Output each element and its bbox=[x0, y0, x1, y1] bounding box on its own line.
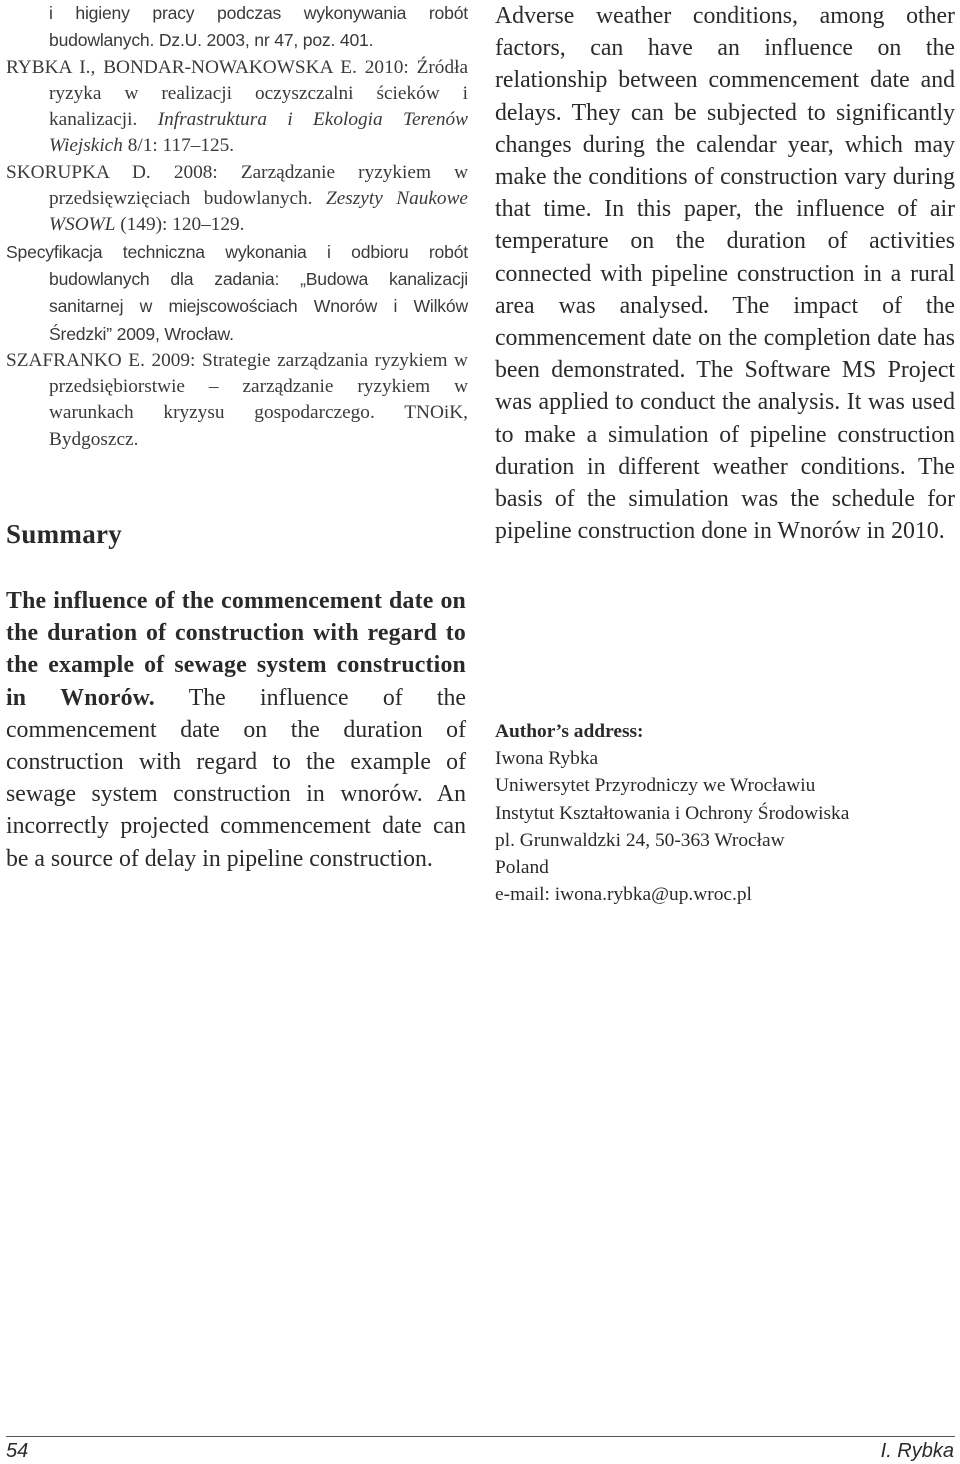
reference-entry-rybka bbox=[6, 55, 468, 160]
reference-text: Specyfikacja techniczna wykonania i odbioru robót budowlanych dla zadania: „Budowa kanalizacji sanitarnej w miejscowościach Wnorów i Wilków Średzki” 2009, Wrocław. bbox=[6, 241, 468, 344]
author-email: e-mail: iwona.rybka@up.wroc.pl bbox=[495, 884, 752, 906]
summary-title: The influence of the commencement date on the duration of construction with regard to the example of sewage system construction in Wnorów. bbox=[6, 588, 466, 711]
reference-list bbox=[6, 0, 468, 453]
summary-abstract-left bbox=[6, 585, 466, 875]
reference-entry-continuation bbox=[6, 0, 468, 55]
author-street: pl. Grunwaldzki 24, 50-363 Wrocław bbox=[495, 829, 785, 851]
reference-text: SZAFRANKO E. 2009: Strategie zarządzania ryzykiem w przedsiębiorstwie – zarządzanie ryzykiem w warunkach kryzysu gospodarczego. TNOiK, Bydgoszcz. bbox=[6, 349, 468, 450]
right-column bbox=[495, 0, 955, 547]
author-country: Poland bbox=[495, 857, 549, 879]
summary-heading: Summary bbox=[6, 519, 123, 549]
reference-entry-szafranko bbox=[6, 348, 468, 453]
footer-divider bbox=[6, 1436, 955, 1437]
summary-text: The influence of the commencement date on the duration of construction with regard to the example of sewage system construction in wnorów. An incorrectly projected commencement date can be a source of delay in pipeline construction. bbox=[6, 684, 466, 872]
reference-journal: Zeszyty Naukowe WSOWL bbox=[49, 188, 468, 236]
author-address-label: Author’s address: bbox=[495, 721, 644, 742]
summary-abstract-right: Adverse weather conditions, among other factors, can have an influence on the relationship between commencement date and delays. They can be subjected to significantly changes during the calendar year, which may make the conditions of construction vary during that time. In this paper, the influence of air temperature on the duration of activities connected with pipeline construction in a rural area was analysed. The impact of the commencement date on the completion date has been demonstrated. The Software MS Project was applied to conduct the analysis. It was used to make a simulation of pipeline construction duration in different weather conditions. The basis of the simulation was the schedule for pipeline construction done in Wnorów in 2010. bbox=[495, 3, 955, 545]
reference-text: i higieny pracy podczas wykonywania robót budowlanych. Dz.U. 2003, nr 47, poz. 401. bbox=[49, 3, 468, 51]
running-author: I. Rybka bbox=[880, 1440, 954, 1462]
reference-text: SKORUPKA D. 2008: Zarządzanie ryzykiem w przedsięwzięciach budowlanych. bbox=[6, 161, 468, 210]
reference-text: RYBKA I., BONDAR-NOWAKOWSKA E. 2010: Źródła ryzyka w realizacji oczyszczalni ścieków i kanalizacji. bbox=[6, 56, 468, 131]
reference-entry-skorupka bbox=[6, 160, 468, 239]
page-number: 54 bbox=[6, 1440, 29, 1462]
author-institution: Uniwersytet Przyrodniczy we Wrocławiu bbox=[495, 775, 816, 797]
author-department: Instytut Kształtowania i Ochrony Środowiska bbox=[495, 802, 850, 824]
author-address bbox=[495, 718, 955, 908]
reference-entry-specyfikacja bbox=[6, 239, 468, 348]
reference-text: 8/1: 117–125. bbox=[122, 135, 235, 157]
reference-text: (149): 120–129. bbox=[115, 214, 245, 236]
reference-journal: Infrastruktura i Ekologia Terenów Wiejskich bbox=[49, 109, 468, 157]
author-name: Iwona Rybka bbox=[495, 748, 599, 770]
